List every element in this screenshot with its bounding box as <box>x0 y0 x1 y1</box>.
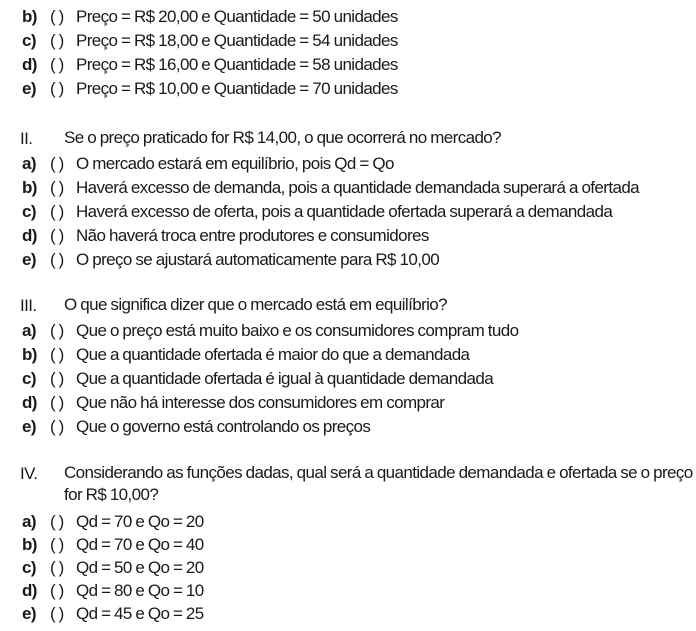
option-letter: d) <box>22 55 37 74</box>
q3-option-d <box>22 391 444 415</box>
option-letter: e) <box>22 604 36 623</box>
option-text: Que a quantidade ofertada é igual à quantidade demandada <box>76 369 494 388</box>
q2-option-b <box>22 176 639 200</box>
option-text: Preço = R$ 16,00 e Quantidade = 58 unidades <box>76 55 398 74</box>
answer-box[interactable]: ( ) <box>50 202 64 221</box>
option-letter: a) <box>22 321 36 340</box>
answer-box[interactable]: ( ) <box>50 79 64 98</box>
answer-box[interactable]: ( ) <box>50 31 64 50</box>
answer-box[interactable]: ( ) <box>50 417 64 436</box>
question-number: II. <box>20 129 33 148</box>
answer-box[interactable]: ( ) <box>50 604 64 623</box>
answer-box[interactable]: ( ) <box>50 393 64 412</box>
option-letter: d) <box>22 581 37 600</box>
option-text: Preço = R$ 18,00 e Quantidade = 54 unidades <box>76 31 398 50</box>
answer-box[interactable]: ( ) <box>50 345 64 364</box>
option-letter: c) <box>22 31 36 50</box>
option-text: Preço = R$ 10,00 e Quantidade = 70 unidades <box>76 79 398 98</box>
answer-box[interactable]: ( ) <box>50 250 64 269</box>
option-letter: c) <box>22 202 36 221</box>
option-text: O preço se ajustará automaticamente para R$ 10,00 <box>76 250 440 269</box>
option-letter: d) <box>22 226 37 245</box>
question-text: O que significa dizer que o mercado está em equilíbrio? <box>64 295 448 314</box>
answer-box[interactable]: ( ) <box>50 178 64 197</box>
option-text: Haverá excesso de demanda, pois a quantidade demandada superará a ofertada <box>76 178 640 197</box>
option-text: Haverá excesso de oferta, pois a quantidade ofertada superará a demandada <box>76 202 613 221</box>
q2-option-d <box>22 224 429 248</box>
option-letter: d) <box>22 393 37 412</box>
prev-option-d <box>22 53 398 77</box>
answer-box[interactable]: ( ) <box>50 55 64 74</box>
q2-option-e <box>22 248 439 272</box>
q3-option-e <box>22 415 370 439</box>
option-text: Não haverá troca entre produtores e consumidores <box>76 226 429 245</box>
prev-option-b <box>22 5 398 29</box>
option-letter: e) <box>22 417 36 436</box>
question-text: Se o preço praticado for R$ 14,00, o que ocorrerá no mercado? <box>64 128 502 147</box>
option-letter: e) <box>22 79 36 98</box>
answer-box[interactable]: ( ) <box>50 512 64 531</box>
question-number: IV. <box>20 464 38 483</box>
option-text: Qd = 70 e Qo = 20 <box>76 512 204 531</box>
q3-option-b <box>22 343 469 367</box>
option-text: Preço = R$ 20,00 e Quantidade = 50 unidades <box>76 7 398 26</box>
q2-option-a <box>22 152 394 176</box>
q4-option-c <box>22 556 204 580</box>
answer-box[interactable]: ( ) <box>50 7 64 26</box>
q4-option-b <box>22 533 204 557</box>
answer-box[interactable]: ( ) <box>50 226 64 245</box>
option-letter: b) <box>22 345 37 364</box>
option-text: Qd = 50 e Qo = 20 <box>76 558 204 577</box>
option-letter: a) <box>22 154 36 173</box>
q2-option-c <box>22 200 612 224</box>
option-text: O mercado estará em equilíbrio, pois Qd = Qo <box>76 154 394 173</box>
question-text: Considerando as funções dadas, qual será a quantidade demandada e ofertada se o preço for R$ 10,00? <box>64 463 693 504</box>
q4-option-d <box>22 579 204 603</box>
answer-box[interactable]: ( ) <box>50 535 64 554</box>
q4-option-e <box>22 602 204 626</box>
answer-box[interactable]: ( ) <box>50 369 64 388</box>
prev-option-c <box>22 29 398 53</box>
option-letter: c) <box>22 369 36 388</box>
option-text: Que o governo está controlando os preços <box>76 417 371 436</box>
option-text: Que o preço está muito baixo e os consumidores compram tudo <box>76 321 519 340</box>
q3-option-a <box>22 319 518 343</box>
option-letter: c) <box>22 558 36 577</box>
question-number: III. <box>20 296 37 315</box>
option-letter: b) <box>22 535 37 554</box>
option-letter: b) <box>22 178 37 197</box>
option-letter: e) <box>22 250 36 269</box>
answer-box[interactable]: ( ) <box>50 581 64 600</box>
answer-box[interactable]: ( ) <box>50 154 64 173</box>
option-letter: a) <box>22 512 36 531</box>
q3-option-c <box>22 367 493 391</box>
option-letter: b) <box>22 7 37 26</box>
prev-option-e <box>22 77 398 101</box>
q4-option-a <box>22 510 204 534</box>
answer-box[interactable]: ( ) <box>50 558 64 577</box>
option-text: Qd = 70 e Qo = 40 <box>76 535 204 554</box>
option-text: Qd = 80 e Qo = 10 <box>76 581 204 600</box>
option-text: Qd = 45 e Qo = 25 <box>76 604 204 623</box>
option-text: Que a quantidade ofertada é maior do que a demandada <box>76 345 470 364</box>
option-text: Que não há interesse dos consumidores em comprar <box>76 393 445 412</box>
answer-box[interactable]: ( ) <box>50 321 64 340</box>
